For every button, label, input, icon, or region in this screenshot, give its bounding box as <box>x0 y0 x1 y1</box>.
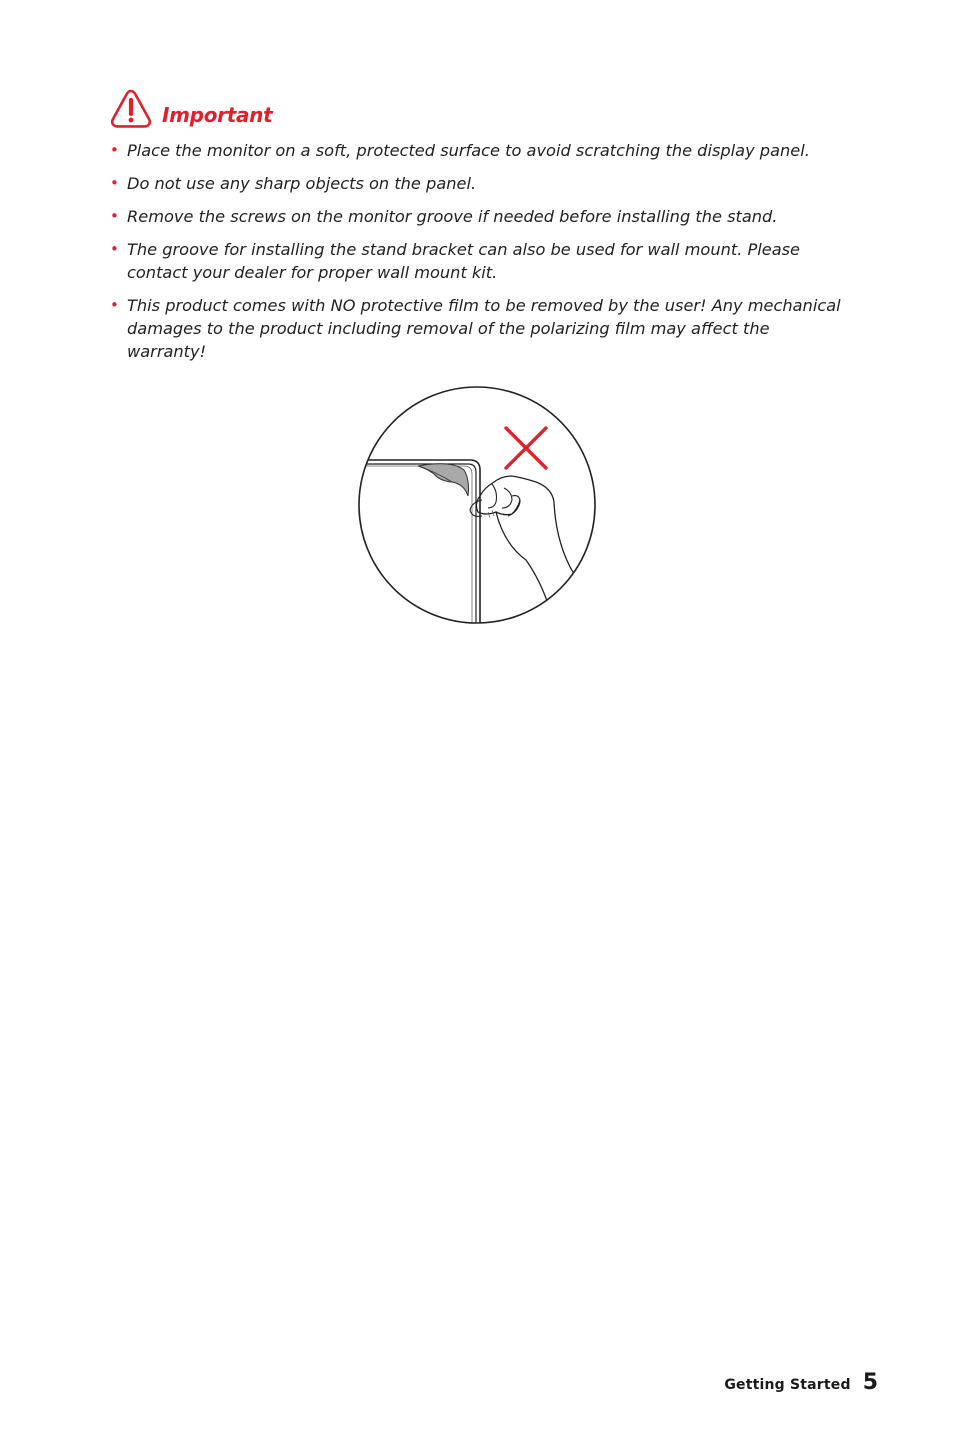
peeling-film-prohibited-icon <box>356 384 598 626</box>
list-item <box>110 139 850 162</box>
bullet-dot: • <box>110 141 119 159</box>
list-item <box>110 205 850 228</box>
list-item-text: Remove the screws on the monitor groove if needed before installing the stand. <box>127 207 778 226</box>
warning-triangle-icon <box>110 88 152 128</box>
list-item-text: The groove for installing the stand bracket can also be used for wall mount. Please contact your dealer for proper wall mount kit. <box>127 240 801 282</box>
list-item <box>110 238 850 284</box>
important-notes-list <box>110 139 850 373</box>
page-number: 5 <box>862 1370 878 1395</box>
prohibited-cross-icon <box>506 428 546 468</box>
bullet-dot: • <box>110 296 119 314</box>
bullet-dot: • <box>110 240 119 258</box>
list-item <box>110 172 850 195</box>
important-title: Important <box>162 103 273 127</box>
list-item-text: Place the monitor on a soft, protected surface to avoid scratching the display panel. <box>127 141 810 160</box>
footer-section-title: Getting Started <box>724 1377 851 1393</box>
list-item <box>110 294 850 363</box>
list-item-text: Do not use any sharp objects on the panel. <box>127 174 477 193</box>
bullet-dot: • <box>110 174 119 192</box>
bullet-dot: • <box>110 207 119 225</box>
page-footer <box>724 1370 878 1395</box>
important-header <box>110 86 272 130</box>
list-item-text: This product comes with NO protective film to be removed by the user! Any mechanical damages to the product including removal of the polarizing film may affect the warranty! <box>127 296 841 361</box>
